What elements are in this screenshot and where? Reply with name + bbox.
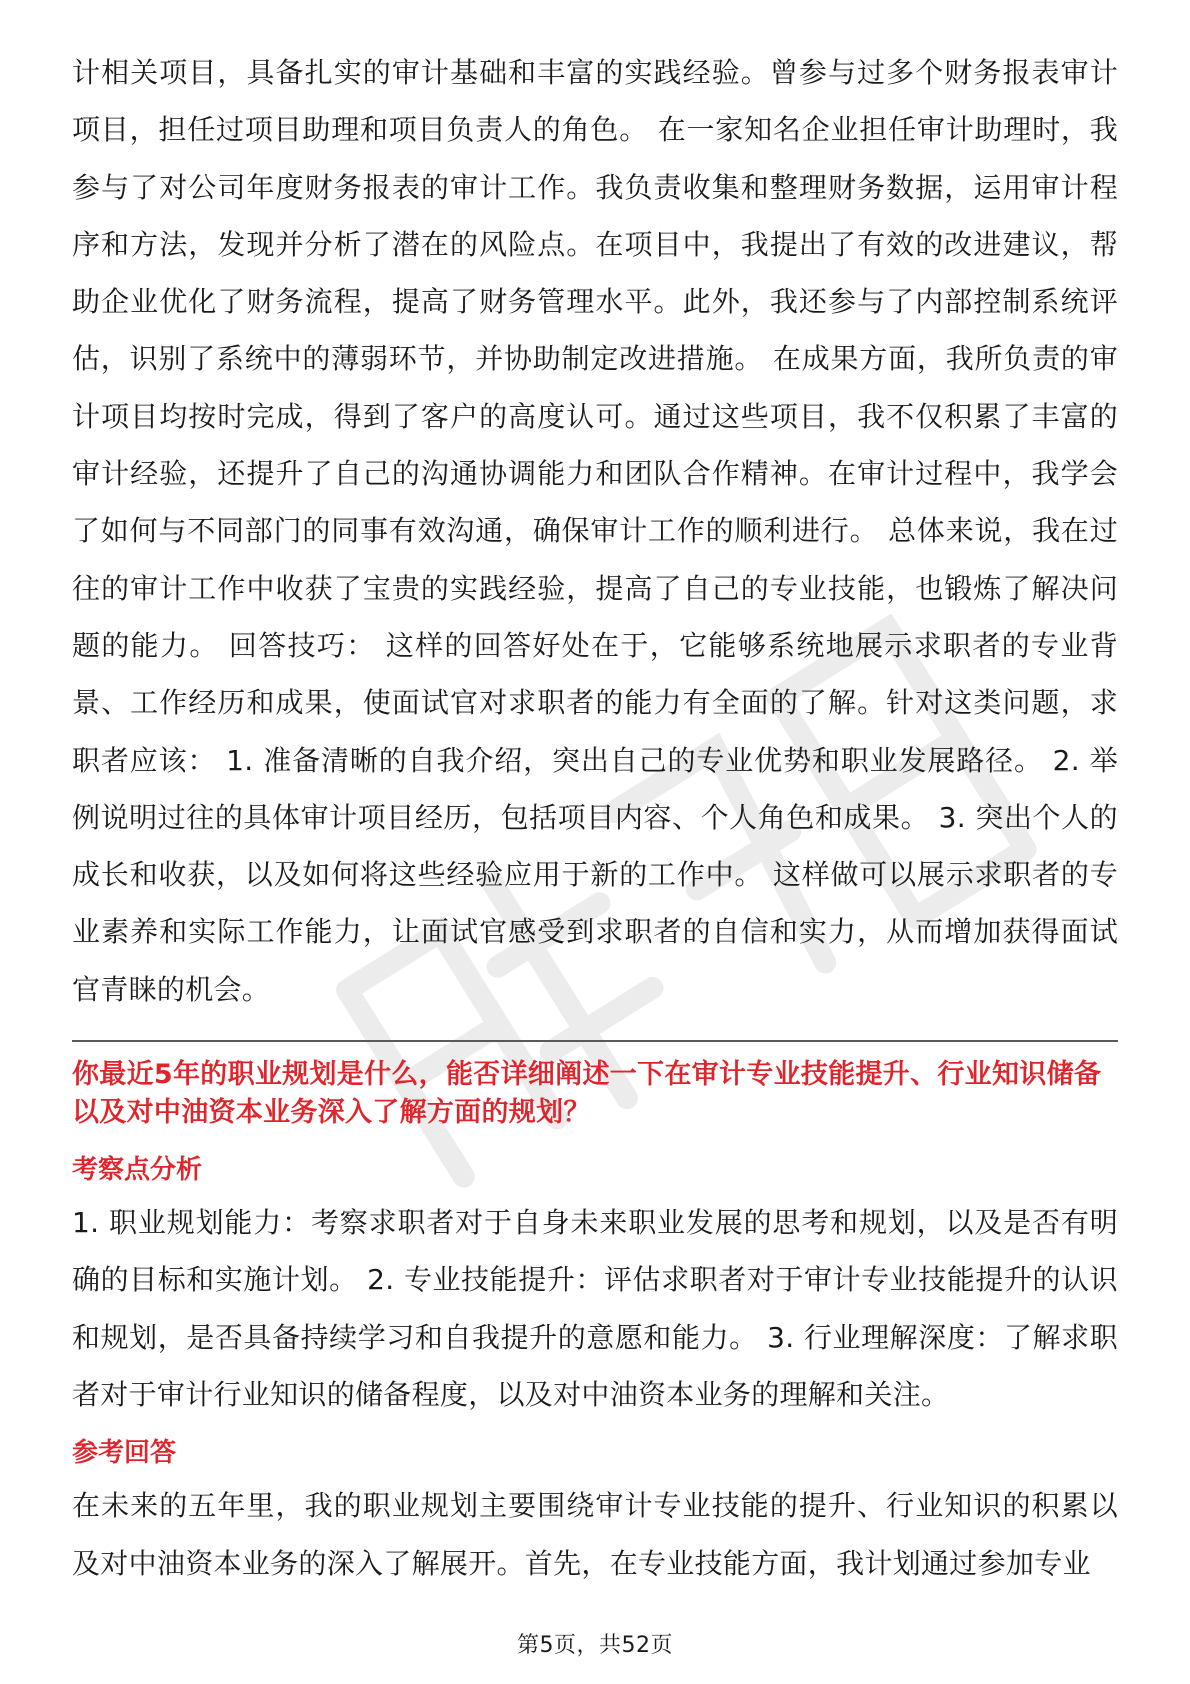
interview-question: 你最近5年的职业规划是什么，能否详细阐述一下在审计专业技能提升、行业知识储备以及对中油资本业务深入了解方面的规划？ (72, 1059, 1102, 1129)
section-divider (72, 1040, 1118, 1042)
analysis-text: 1. 职业规划能力：考察求职者对于自身未来职业发展的思考和规划，以及是否有明确的目标和实施计划。 2. 专业技能提升：评估求职者对于审计专业技能提升的认识和规划，是否具备持续学习和自我提升的意愿和能力。 3. 行业理解深度：了解求职者对于审计行业知识的储备程度，以及对中油资本业务的理解和关注。 (72, 1206, 1118, 1411)
answer-heading: 参考回答 (72, 1438, 177, 1469)
answer-text: 在未来的五年里，我的职业规划主要围绕审计专业技能的提升、行业知识的积累以及对中油资本业务的深入了解展开。首先，在专业技能方面，我计划通过参加专业 (72, 1489, 1118, 1580)
page-number-footer: 第5页，共52页 (517, 1633, 673, 1658)
page-content (72, 44, 1118, 1592)
body-top-paragraph: 计相关项目，具备扎实的审计基础和丰富的实践经验。曾参与过多个财务报表审计项目，担任过项目助理和项目负责人的角色。 在一家知名企业担任审计助理时，我参与了对公司年度财务报表的审计工作。我负责收集和整理财务数据，运用审计程序和方法，发现并分析了潜在的风险点。在项目中，我提出了有效的改进建议，帮助企业优化了财务流程，提高了财务管理水平。此外，我还参与了内部控制系统评估，识别了系统中的薄弱环节，并协助制定改进措施。 在成果方面，我所负责的审计项目均按时完成，得到了客户的高度认可。通过这些项目，我不仅积累了丰富的审计经验，还提升了自己的沟通协调能力和团队合作精神。在审计过程中，我学会了如何与不同部门的同事有效沟通，确保审计工作的顺利进行。 总体来说，我在过往的审计工作中收获了宝贵的实践经验，提高了自己的专业技能，也锻炼了解决问题的能力。 回答技巧： 这样的回答好处在于，它能够系统地展示求职者的专业背景、工作经历和成果，使面试官对求职者的能力有全面的了解。针对这类问题，求职者应该： 1. 准备清晰的自我介绍，突出自己的专业优势和职业发展路径。 2. 举例说明过往的具体审计项目经历，包括项目内容、个人角色和成果。 3. 突出个人的成长和收获，以及如何将这些经验应用于新的工作中。 这样做可以展示求职者的专业素养和实际工作能力，让面试官感受到求职者的自信和实力，从而增加获得面试官青睐的机会。 (72, 56, 1118, 1006)
analysis-heading: 考察点分析 (72, 1155, 203, 1186)
